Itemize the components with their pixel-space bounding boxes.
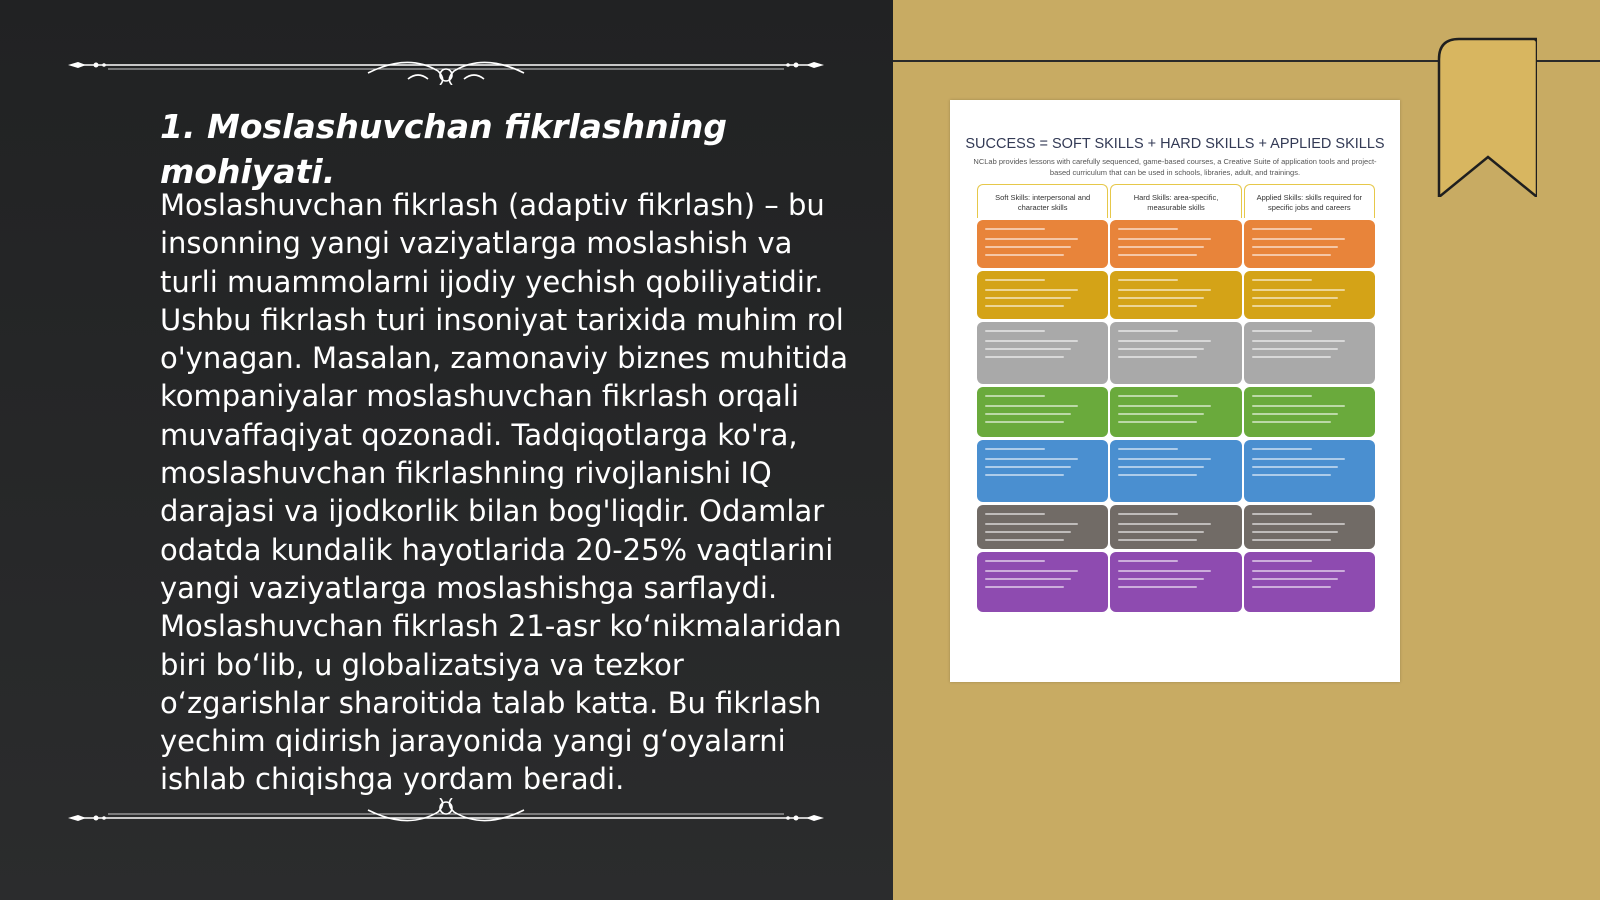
- poster-cell-text-line: [1252, 254, 1331, 256]
- poster-cell-text-line: [1118, 474, 1197, 476]
- poster-cell-text-line: [1118, 421, 1197, 423]
- poster-cell-text-line: [985, 539, 1064, 541]
- poster-cell-text-line: [1118, 356, 1197, 358]
- poster-cell-text-line: [1118, 578, 1204, 580]
- poster-cell-text-line: [1118, 330, 1178, 332]
- poster-cell-text-line: [985, 531, 1071, 533]
- poster-cell-text-line: [1252, 513, 1312, 515]
- poster-cell-text-line: [1252, 340, 1345, 342]
- poster-cell-text-line: [1252, 458, 1345, 460]
- poster-cell-text-line: [985, 254, 1064, 256]
- poster-cell: [1110, 387, 1241, 437]
- poster-cell-text-line: [985, 586, 1064, 588]
- poster-header-soft-skills: Soft Skills: interpersonal and character skills: [977, 184, 1108, 218]
- poster-cell-text-line: [985, 466, 1071, 468]
- poster-cell-text-line: [1252, 523, 1345, 525]
- poster-row: [976, 220, 1376, 268]
- poster-cell-text-line: [1252, 531, 1338, 533]
- poster-cell: [977, 387, 1108, 437]
- poster-cell-text-line: [1118, 539, 1197, 541]
- poster-row: [976, 440, 1376, 502]
- poster-cell-text-line: [985, 289, 1078, 291]
- poster-cell: [1244, 505, 1375, 549]
- poster-cell-text-line: [1252, 474, 1331, 476]
- poster-cell: [1244, 387, 1375, 437]
- poster-cell: [1110, 271, 1241, 319]
- poster-cell-text-line: [1252, 413, 1338, 415]
- poster-cell-text-line: [1118, 586, 1197, 588]
- poster-cell-text-line: [1118, 531, 1204, 533]
- poster-cell-text-line: [985, 560, 1045, 562]
- poster-cell: [1244, 552, 1375, 612]
- poster-cell-text-line: [1118, 289, 1211, 291]
- poster-cell-text-line: [1252, 539, 1331, 541]
- poster-cell-text-line: [985, 395, 1045, 397]
- poster-cell-text-line: [985, 340, 1078, 342]
- poster-cell-text-line: [1118, 466, 1204, 468]
- poster-cell-text-line: [985, 405, 1078, 407]
- poster-cell: [977, 322, 1108, 384]
- poster-cell-text-line: [1252, 356, 1331, 358]
- poster-cell: [977, 271, 1108, 319]
- poster-cell-text-line: [985, 570, 1078, 572]
- poster-cell-text-line: [985, 474, 1064, 476]
- poster-cell-text-line: [1118, 348, 1204, 350]
- poster-cell: [1244, 440, 1375, 502]
- poster-row: [976, 322, 1376, 384]
- slide-title: 1. Moslashuvchan fikrlashning mohiyati.: [160, 107, 727, 191]
- poster-row: [976, 552, 1376, 612]
- poster-cell: [1110, 440, 1241, 502]
- poster-cell-text-line: [985, 578, 1071, 580]
- poster-cell-text-line: [1118, 246, 1204, 248]
- poster-cell-text-line: [1252, 279, 1312, 281]
- poster-cell-text-line: [1118, 405, 1211, 407]
- poster-cell-text-line: [1252, 348, 1338, 350]
- poster-cell-text-line: [1118, 254, 1197, 256]
- poster-title: SUCCESS = SOFT SKILLS + HARD SKILLS + APPLIED SKILLS: [965, 136, 1385, 152]
- poster-cell: [1244, 322, 1375, 384]
- poster-cell: [977, 505, 1108, 549]
- poster-cell-text-line: [985, 448, 1045, 450]
- poster-cell-text-line: [985, 356, 1064, 358]
- poster-cell-text-line: [1252, 405, 1345, 407]
- poster-cell-text-line: [1118, 513, 1178, 515]
- poster-cell-text-line: [1118, 560, 1178, 562]
- poster-cell: [977, 220, 1108, 268]
- poster-row: [976, 271, 1376, 319]
- poster-cell-text-line: [1252, 330, 1312, 332]
- poster-cell-text-line: [985, 297, 1071, 299]
- poster-cell-text-line: [1118, 305, 1197, 307]
- poster-cell-text-line: [1252, 560, 1312, 562]
- poster-rows: [976, 220, 1376, 612]
- poster-cell: [977, 552, 1108, 612]
- poster-cell-text-line: [1118, 279, 1178, 281]
- poster-cell: [1244, 271, 1375, 319]
- poster-cell-text-line: [1252, 395, 1312, 397]
- poster-cell-text-line: [985, 305, 1064, 307]
- poster-cell-text-line: [985, 523, 1078, 525]
- poster-cell-text-line: [1252, 289, 1345, 291]
- poster-cell-text-line: [1252, 466, 1338, 468]
- poster-cell-text-line: [985, 513, 1045, 515]
- flourish-divider-top-icon: [68, 45, 824, 85]
- bookmark-ribbon-icon: [1437, 37, 1537, 197]
- poster-cell-text-line: [985, 348, 1071, 350]
- poster-subtitle: NCLab provides lessons with carefully sequenced, game-based courses, a Creative Suite of application tools and project-based curriculum that can be used in schools, libraries, adult, and trainings.: [973, 157, 1377, 177]
- poster-cell: [1244, 220, 1375, 268]
- poster-cell: [1110, 552, 1241, 612]
- poster-cell-text-line: [1252, 246, 1338, 248]
- poster-cell-text-line: [1252, 586, 1331, 588]
- poster-cell-text-line: [1252, 305, 1331, 307]
- poster-cell: [1110, 220, 1241, 268]
- poster-cell-text-line: [985, 413, 1071, 415]
- slide-body-text: Moslashuvchan fikrlash (adaptiv fikrlash) – bu insonning yangi vaziyatlarga moslashish va turli muammolarni ijodiy yechish qobiliyatidir. Ushbu fikrlash turi insoniyat tarixida muhim rol o'ynagan. Masalan, zamonaviy biznes muhitida kompaniyalar moslashuvchan fikrlash orqali muvaffaqiyat qozonadi. Tadqiqotlarga ko'ra, moslashuvchan fikrlashning rivojlanishi IQ darajasi va ijodkorlik bilan bog'liqdir. Odamlar odatda kundalik hayotlarida 20-25% vaqtlarini yangi vaziyatlarga moslashishga sarflaydi. Moslashuvchan fikrlash 21-asr koʻnikmalaridan biri boʻlib, u globalizatsiya va tezkor oʻzgarishlar sharoitida talab katta. Bu fikrlash yechim qidirish jarayonida yangi gʻoyalarni ishlab chiqishga yordam beradi.: [160, 188, 848, 797]
- poster-header-row: [976, 184, 1376, 218]
- poster-cell-text-line: [1118, 458, 1211, 460]
- poster-cell-text-line: [1252, 570, 1345, 572]
- poster-cell-text-line: [1252, 238, 1345, 240]
- poster-header-applied-skills: Applied Skills: skills required for specific jobs and careers: [1244, 184, 1375, 218]
- poster-cell-text-line: [985, 279, 1045, 281]
- poster-row: [976, 505, 1376, 549]
- poster-cell-text-line: [1118, 395, 1178, 397]
- poster-skills-grid: [976, 184, 1376, 615]
- poster-cell-text-line: [985, 238, 1078, 240]
- poster-cell-text-line: [1252, 448, 1312, 450]
- poster-cell-text-line: [985, 458, 1078, 460]
- poster-cell-text-line: [1118, 523, 1211, 525]
- poster-cell: [977, 440, 1108, 502]
- poster-cell-text-line: [1118, 448, 1178, 450]
- poster-cell-text-line: [1252, 578, 1338, 580]
- poster-cell-text-line: [985, 246, 1071, 248]
- poster-cell: [1110, 322, 1241, 384]
- poster-cell-text-line: [985, 421, 1064, 423]
- poster-cell-text-line: [1118, 297, 1204, 299]
- skills-poster-image: [950, 100, 1400, 682]
- poster-cell-text-line: [1252, 228, 1312, 230]
- poster-cell: [1110, 505, 1241, 549]
- poster-row: [976, 387, 1376, 437]
- poster-cell-text-line: [1118, 228, 1178, 230]
- poster-header-hard-skills: Hard Skills: area-specific, measurable skills: [1110, 184, 1241, 218]
- poster-cell-text-line: [1252, 297, 1338, 299]
- poster-cell-text-line: [1118, 570, 1211, 572]
- poster-cell-text-line: [1118, 340, 1211, 342]
- poster-cell-text-line: [1118, 238, 1211, 240]
- poster-cell-text-line: [985, 228, 1045, 230]
- poster-cell-text-line: [1252, 421, 1331, 423]
- poster-cell-text-line: [985, 330, 1045, 332]
- poster-cell-text-line: [1118, 413, 1204, 415]
- flourish-divider-bottom-icon: [68, 798, 824, 838]
